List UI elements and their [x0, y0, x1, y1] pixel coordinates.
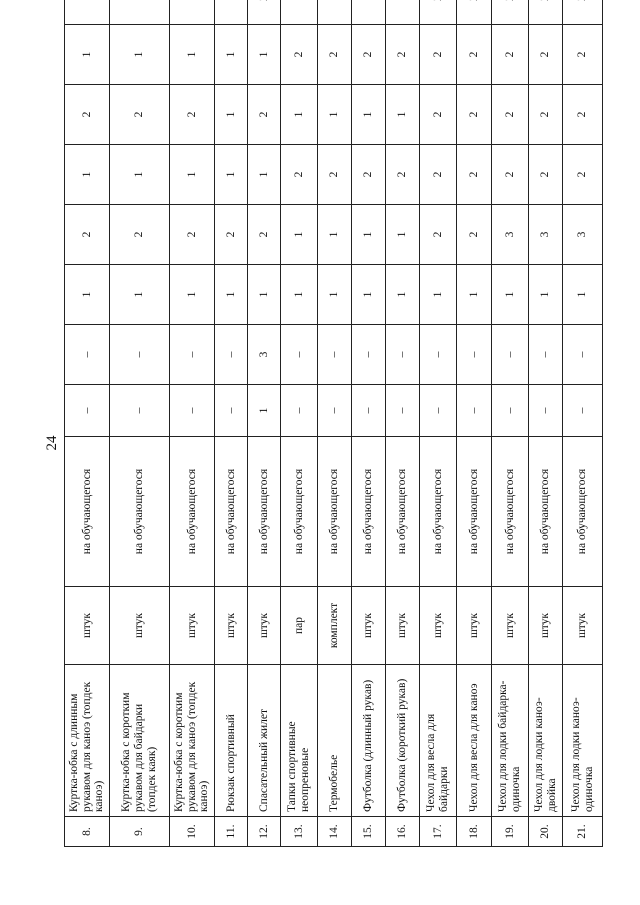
unit-of-measure: штук — [386, 587, 420, 665]
quantity-cell: 1 — [170, 145, 215, 205]
quantity-cell: – — [170, 385, 215, 437]
item-name: Куртка-юбка с коротким рукавом для байдарки (топдек каяк) — [110, 665, 170, 817]
quantity-cell: 1 — [170, 265, 215, 325]
calculation-basis: на обучающегося — [386, 437, 420, 587]
row-number: 21. — [563, 817, 603, 847]
row-number: 19. — [492, 817, 529, 847]
item-name: Куртка-юбка с длинным рукавом для каноэ (топдек каноэ) — [65, 665, 110, 817]
quantity-cell — [281, 0, 318, 25]
quantity-cell: 2 — [318, 145, 352, 205]
quantity-cell: – — [65, 385, 110, 437]
calculation-basis: на обучающегося — [318, 437, 352, 587]
quantity-cell: 1 — [352, 205, 386, 265]
quantity-cell: 1 — [65, 145, 110, 205]
quantity-cell: 1 — [215, 145, 248, 205]
table-body — [65, 0, 603, 847]
unit-of-measure: штук — [170, 587, 215, 665]
quantity-cell: – — [529, 325, 563, 385]
table-row — [170, 0, 215, 847]
quantity-cell — [563, 0, 603, 25]
quantity-cell: 1 — [170, 25, 215, 85]
quantity-cell: 2 — [563, 85, 603, 145]
quantity-cell: 2 — [170, 85, 215, 145]
row-number: 15. — [352, 817, 386, 847]
quantity-cell: 2 — [492, 25, 529, 85]
row-number: 9. — [110, 817, 170, 847]
item-name: Рюкзак спортивный — [215, 665, 248, 817]
quantity-cell: 1 — [215, 25, 248, 85]
quantity-cell: 2 — [420, 25, 457, 85]
quantity-cell — [420, 0, 457, 25]
quantity-cell: 2 — [248, 205, 281, 265]
quantity-cell: 2 — [420, 205, 457, 265]
quantity-cell: – — [563, 325, 603, 385]
quantity-cell: 1 — [215, 85, 248, 145]
page-number: 24 — [44, 435, 60, 451]
quantity-cell: – — [170, 325, 215, 385]
table-row — [386, 0, 420, 847]
quantity-cell: – — [420, 385, 457, 437]
unit-of-measure: штук — [563, 587, 603, 665]
quantity-cell: 1 — [110, 145, 170, 205]
quantity-cell: 1 — [215, 265, 248, 325]
quantity-cell: 1 — [352, 265, 386, 325]
equipment-table — [64, 0, 603, 847]
quantity-cell: – — [457, 385, 492, 437]
quantity-cell: – — [281, 385, 318, 437]
quantity-cell: 2 — [170, 205, 215, 265]
row-number: 14. — [318, 817, 352, 847]
table-row — [65, 0, 110, 847]
item-name: Куртка-юбка с коротким рукавом для каноэ (топдек каноэ) — [170, 665, 215, 817]
quantity-cell: – — [318, 385, 352, 437]
quantity-cell: – — [352, 325, 386, 385]
table-row — [529, 0, 563, 847]
quantity-cell: 2 — [110, 205, 170, 265]
unit-of-measure: штук — [65, 587, 110, 665]
table-row — [110, 0, 170, 847]
calculation-basis: на обучающегося — [529, 437, 563, 587]
quantity-cell: 1 — [65, 25, 110, 85]
unit-of-measure: штук — [352, 587, 386, 665]
quantity-cell: 2 — [529, 145, 563, 205]
item-name: Чехол для весла для каноэ — [457, 665, 492, 817]
quantity-cell: 1 — [529, 265, 563, 325]
table-row — [352, 0, 386, 847]
quantity-cell: – — [215, 385, 248, 437]
unit-of-measure: штук — [492, 587, 529, 665]
quantity-cell: 2 — [457, 25, 492, 85]
quantity-cell — [386, 0, 420, 25]
equipment-table-wrapper — [64, 32, 595, 847]
quantity-cell: 1 — [386, 85, 420, 145]
quantity-cell: – — [65, 325, 110, 385]
quantity-cell: 2 — [281, 145, 318, 205]
quantity-cell: 2 — [110, 85, 170, 145]
quantity-cell: – — [281, 325, 318, 385]
quantity-cell: – — [318, 325, 352, 385]
item-name: Чехол для лодки каноэ-двойка — [529, 665, 563, 817]
quantity-cell: 2 — [563, 25, 603, 85]
quantity-cell: 2 — [529, 85, 563, 145]
quantity-cell: 1 — [386, 265, 420, 325]
quantity-cell: 1 — [318, 85, 352, 145]
unit-of-measure: штук — [215, 587, 248, 665]
unit-of-measure: штук — [420, 587, 457, 665]
quantity-cell: 1 — [110, 25, 170, 85]
quantity-cell: – — [563, 385, 603, 437]
quantity-cell: – — [215, 325, 248, 385]
quantity-cell: 3 — [563, 205, 603, 265]
quantity-cell: – — [352, 385, 386, 437]
calculation-basis: на обучающегося — [563, 437, 603, 587]
item-name: Футболка (короткий рукав) — [386, 665, 420, 817]
quantity-cell: – — [457, 325, 492, 385]
quantity-cell: – — [492, 325, 529, 385]
unit-of-measure: штук — [457, 587, 492, 665]
quantity-cell: 1 — [318, 205, 352, 265]
quantity-cell: 1 — [386, 205, 420, 265]
calculation-basis: на обучающегося — [170, 437, 215, 587]
quantity-cell: 2 — [65, 85, 110, 145]
quantity-cell — [170, 0, 215, 25]
unit-of-measure: штук — [110, 587, 170, 665]
quantity-cell: 1 — [281, 265, 318, 325]
quantity-cell: 2 — [563, 145, 603, 205]
unit-of-measure: штук — [529, 587, 563, 665]
quantity-cell: 2 — [529, 25, 563, 85]
item-name: Чехол для весла для байдарки — [420, 665, 457, 817]
calculation-basis: на обучающегося — [248, 437, 281, 587]
quantity-cell: 2 — [318, 25, 352, 85]
quantity-cell: 2 — [420, 145, 457, 205]
calculation-basis: на обучающегося — [352, 437, 386, 587]
row-number: 13. — [281, 817, 318, 847]
quantity-cell — [248, 0, 281, 25]
quantity-cell — [457, 0, 492, 25]
quantity-cell: 1 — [281, 205, 318, 265]
quantity-cell: 2 — [386, 145, 420, 205]
quantity-cell: – — [492, 385, 529, 437]
quantity-cell: – — [110, 385, 170, 437]
row-number: 17. — [420, 817, 457, 847]
quantity-cell: – — [386, 385, 420, 437]
quantity-cell: 2 — [420, 85, 457, 145]
quantity-cell: 1 — [248, 25, 281, 85]
quantity-cell: – — [420, 325, 457, 385]
row-number: 20. — [529, 817, 563, 847]
quantity-cell: 2 — [248, 85, 281, 145]
item-name: Спасательный жилет — [248, 665, 281, 817]
row-number: 8. — [65, 817, 110, 847]
quantity-cell: 1 — [457, 265, 492, 325]
row-number: 12. — [248, 817, 281, 847]
quantity-cell — [110, 0, 170, 25]
quantity-cell: 1 — [110, 265, 170, 325]
row-number: 18. — [457, 817, 492, 847]
quantity-cell: 3 — [248, 325, 281, 385]
table-row — [215, 0, 248, 847]
quantity-cell: 2 — [352, 145, 386, 205]
calculation-basis: на обучающегося — [420, 437, 457, 587]
quantity-cell — [215, 0, 248, 25]
quantity-cell — [352, 0, 386, 25]
quantity-cell: 2 — [457, 145, 492, 205]
quantity-cell: 2 — [352, 25, 386, 85]
quantity-cell: 2 — [457, 205, 492, 265]
item-name: Чехол для лодки байдарка-одиночка — [492, 665, 529, 817]
item-name: Футболка (длинный рукав) — [352, 665, 386, 817]
row-number: 10. — [170, 817, 215, 847]
quantity-cell: – — [386, 325, 420, 385]
quantity-cell: 2 — [65, 205, 110, 265]
table-row — [492, 0, 529, 847]
unit-of-measure: пар — [281, 587, 318, 665]
calculation-basis: на обучающегося — [281, 437, 318, 587]
quantity-cell: 2 — [386, 25, 420, 85]
row-number: 11. — [215, 817, 248, 847]
quantity-cell: 1 — [352, 85, 386, 145]
quantity-cell — [65, 0, 110, 25]
quantity-cell: 3 — [492, 205, 529, 265]
quantity-cell: 2 — [457, 85, 492, 145]
quantity-cell: 1 — [248, 385, 281, 437]
quantity-cell: – — [529, 385, 563, 437]
table-row — [457, 0, 492, 847]
calculation-basis: на обучающегося — [65, 437, 110, 587]
calculation-basis: на обучающегося — [215, 437, 248, 587]
calculation-basis: на обучающегося — [492, 437, 529, 587]
item-name: Термобелье — [318, 665, 352, 817]
quantity-cell: 1 — [563, 265, 603, 325]
quantity-cell — [529, 0, 563, 25]
quantity-cell — [318, 0, 352, 25]
quantity-cell: 1 — [281, 85, 318, 145]
quantity-cell — [492, 0, 529, 25]
table-row — [281, 0, 318, 847]
quantity-cell: 1 — [492, 265, 529, 325]
quantity-cell: 2 — [492, 145, 529, 205]
table-row — [318, 0, 352, 847]
unit-of-measure: комплект — [318, 587, 352, 665]
quantity-cell: 3 — [529, 205, 563, 265]
calculation-basis: на обучающегося — [110, 437, 170, 587]
table-row — [248, 0, 281, 847]
quantity-cell: 2 — [492, 85, 529, 145]
quantity-cell: 1 — [420, 265, 457, 325]
quantity-cell: 2 — [215, 205, 248, 265]
table-row — [420, 0, 457, 847]
quantity-cell: – — [110, 325, 170, 385]
quantity-cell: 1 — [248, 145, 281, 205]
quantity-cell: 1 — [65, 265, 110, 325]
quantity-cell: 1 — [248, 265, 281, 325]
quantity-cell: 2 — [281, 25, 318, 85]
item-name: Тапки спортивные неопреновые — [281, 665, 318, 817]
row-number: 16. — [386, 817, 420, 847]
table-row — [563, 0, 603, 847]
item-name: Чехол для лодки каноэ-одиночка — [563, 665, 603, 817]
unit-of-measure: штук — [248, 587, 281, 665]
calculation-basis: на обучающегося — [457, 437, 492, 587]
quantity-cell: 1 — [318, 265, 352, 325]
